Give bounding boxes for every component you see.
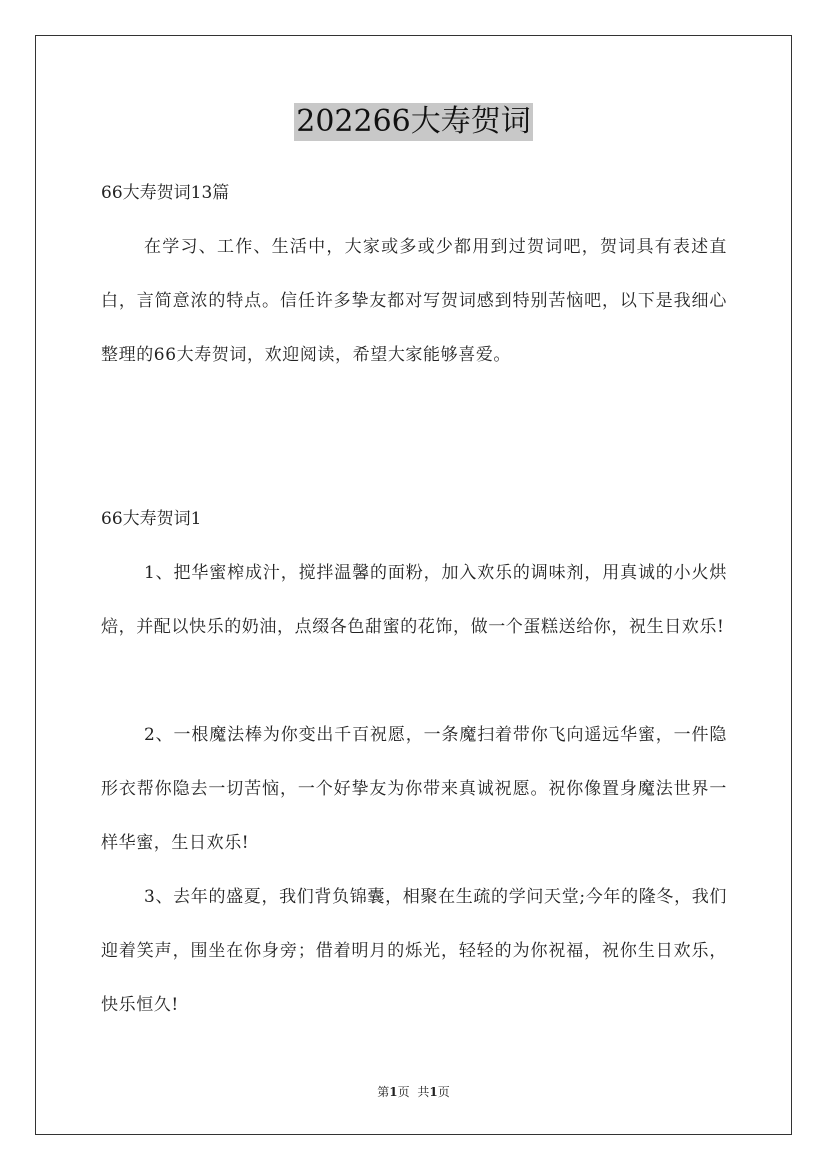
page-number: 1	[389, 1085, 398, 1099]
page-footer	[0, 1083, 827, 1100]
wish-item-1: 1、把华蜜榨成汁，搅拌温馨的面粉，加入欢乐的调味剂，用真诚的小火烘焙，并配以快乐的奶油，点缀各色甜蜜的花饰，做一个蛋糕送给你，祝生日欢乐!	[101, 563, 727, 637]
collection-heading: 66大寿贺词13篇	[101, 183, 230, 203]
title-container	[0, 103, 827, 141]
total-prefix: 共	[417, 1085, 430, 1099]
wish-item-3: 3、去年的盛夏，我们背负锦囊，相聚在生疏的学问天堂;今年的隆冬，我们迎着笑声，围坐在你身旁；借着明月的烁光，轻轻的为你祝福，祝你生日欢乐，快乐恒久!	[101, 887, 727, 1015]
page-prefix: 第	[377, 1085, 390, 1099]
intro-paragraph: 在学习、工作、生活中，大家或多或少都用到过贺词吧，贺词具有表述直白，言简意浓的特点。信任许多挚友都对写贺词感到特别苦恼吧，以下是我细心整理的66大寿贺词，欢迎阅读，希望大家能够喜爱。	[101, 237, 727, 365]
wish-item-2: 2、一根魔法棒为你变出千百祝愿，一条魔扫着带你飞向遥远华蜜，一件隐形衣帮你隐去一切苦恼，一个好挚友为你带来真诚祝愿。祝你像置身魔法世界一样华蜜，生日欢乐!	[101, 725, 727, 853]
document-title: 202266大寿贺词	[296, 104, 531, 139]
total-suffix: 页	[437, 1085, 450, 1099]
section-heading: 66大寿贺词1	[101, 509, 202, 529]
total-pages: 1	[429, 1085, 438, 1099]
page-suffix: 页	[397, 1085, 410, 1099]
